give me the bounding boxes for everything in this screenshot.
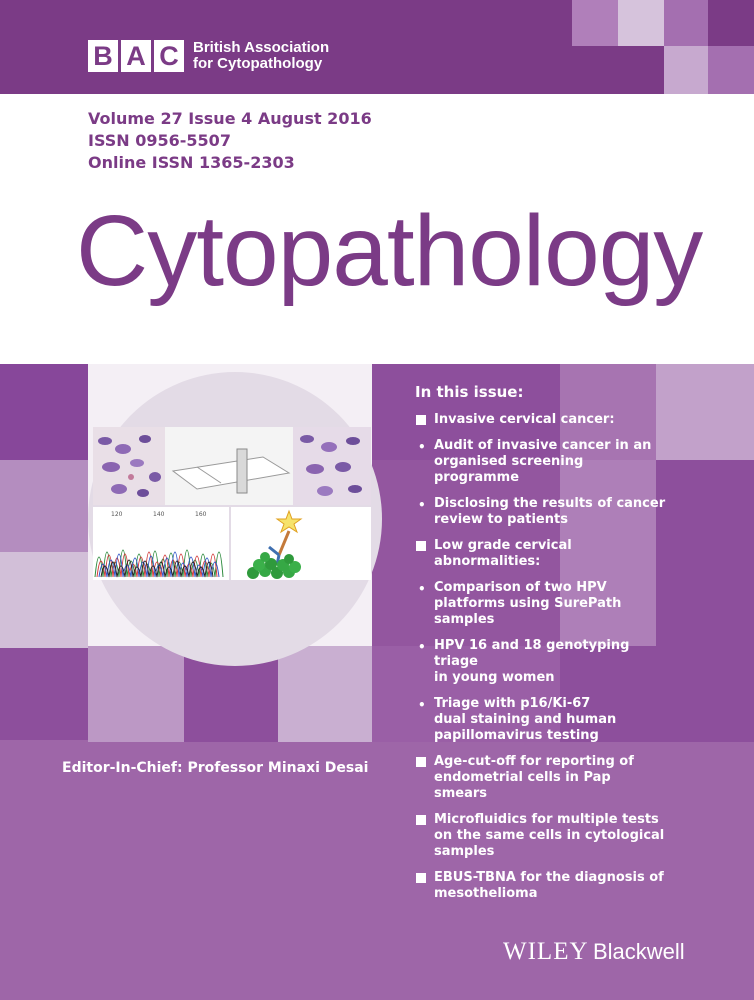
issue-item	[416, 696, 666, 744]
logo-letter-c: C	[154, 40, 184, 72]
square-bullet-icon	[416, 415, 426, 425]
cover-figure-collage	[93, 427, 371, 580]
issue-item-line: Disclosing the results of cancer	[434, 496, 666, 511]
header-tile	[664, 46, 708, 94]
square-bullet-icon	[416, 757, 426, 767]
mosaic-tile	[656, 364, 754, 460]
issue-item-line: Microfluidics for multiple tests	[434, 812, 659, 827]
mosaic-tile	[0, 552, 88, 648]
issue-item-line: papillomavirus testing	[434, 728, 599, 743]
logo-letter-b: B	[88, 40, 118, 72]
organisation-name-line1: British Association	[193, 39, 330, 56]
issue-item-line: samples	[434, 612, 495, 627]
publisher-blackwell: Blackwell	[592, 939, 685, 964]
dot-bullet-icon: •	[418, 498, 426, 512]
sequencing-chromatogram	[93, 507, 229, 580]
cytology-smear-right	[293, 427, 371, 505]
volume-issue-date: Volume 27 Issue 4 August 2016	[88, 109, 372, 128]
issue-item-line: abnormalities:	[434, 554, 541, 569]
dot-bullet-icon: •	[418, 440, 426, 454]
issue-item-line: mesothelioma	[434, 886, 538, 901]
issue-item-line: Low grade cervical	[434, 538, 572, 553]
issue-item-line: organised screening programme	[434, 454, 584, 485]
antibody-illustration	[231, 507, 371, 580]
issue-item	[416, 496, 666, 528]
chromatogram-label: 120	[111, 511, 123, 518]
issue-item	[416, 812, 666, 860]
issue-item	[416, 412, 666, 428]
issue-item-line: Audit of invasive cancer in an	[434, 438, 652, 453]
issue-item	[416, 580, 666, 628]
mosaic-tile	[0, 648, 88, 740]
issue-item-line: Age-cut-off for reporting of	[434, 754, 634, 769]
mosaic-tile	[0, 364, 88, 460]
editor-in-chief: Editor-In-Chief: Professor Minaxi Desai	[62, 760, 369, 776]
chromatogram-label: 140	[153, 511, 165, 518]
dot-bullet-icon: •	[418, 640, 426, 654]
journal-title: Cytopathology	[76, 195, 703, 307]
issue-item-line: Triage with p16/Ki-67	[434, 696, 591, 711]
organisation-name-line2: for Cytopathology	[193, 55, 323, 72]
in-this-issue-list	[416, 412, 666, 912]
online-issn: Online ISSN 1365-2303	[88, 153, 295, 172]
slide-device-image	[165, 427, 293, 505]
bac-logo	[88, 40, 184, 72]
in-this-issue-heading: In this issue:	[415, 383, 524, 401]
issue-item	[416, 870, 666, 902]
issue-item	[416, 754, 666, 802]
dot-bullet-icon: •	[418, 698, 426, 712]
mosaic-tile	[88, 646, 184, 742]
header-tile	[664, 0, 708, 46]
dot-bullet-icon: •	[418, 582, 426, 596]
mosaic-tile	[278, 646, 372, 742]
issue-item-line: dual staining and human	[434, 712, 617, 727]
square-bullet-icon	[416, 815, 426, 825]
square-bullet-icon	[416, 873, 426, 883]
cytology-smear-left	[93, 427, 165, 505]
issn: ISSN 0956-5507	[88, 131, 231, 150]
issue-metadata	[88, 108, 372, 174]
logo-letter-a: A	[121, 40, 151, 72]
issue-item-line: review to patients	[434, 512, 568, 527]
publisher-logo	[503, 938, 685, 966]
header-tile	[618, 0, 664, 46]
mosaic-tile	[0, 460, 88, 552]
issue-item	[416, 638, 666, 686]
publisher-wiley: WILEY	[503, 938, 589, 965]
issue-item-line: on the same cells in cytological	[434, 828, 665, 843]
issue-item	[416, 438, 666, 486]
mosaic-tile	[656, 460, 754, 646]
organisation-name	[193, 40, 329, 72]
issue-item-line: platforms using SurePath	[434, 596, 622, 611]
issue-item-line: in young women	[434, 670, 555, 685]
issue-item	[416, 538, 666, 570]
chromatogram-label: 160	[195, 511, 207, 518]
header-tile	[572, 0, 618, 46]
header-tile	[708, 46, 754, 94]
issue-item-line: Invasive cervical cancer:	[434, 412, 615, 427]
issue-item-line: endometrial cells in Pap smears	[434, 770, 611, 801]
issue-item-line: samples	[434, 844, 495, 859]
issue-item-line: EBUS-TBNA for the diagnosis of	[434, 870, 664, 885]
issue-item-line: Comparison of two HPV	[434, 580, 607, 595]
square-bullet-icon	[416, 541, 426, 551]
issue-item-line: HPV 16 and 18 genotyping triage	[434, 638, 630, 669]
